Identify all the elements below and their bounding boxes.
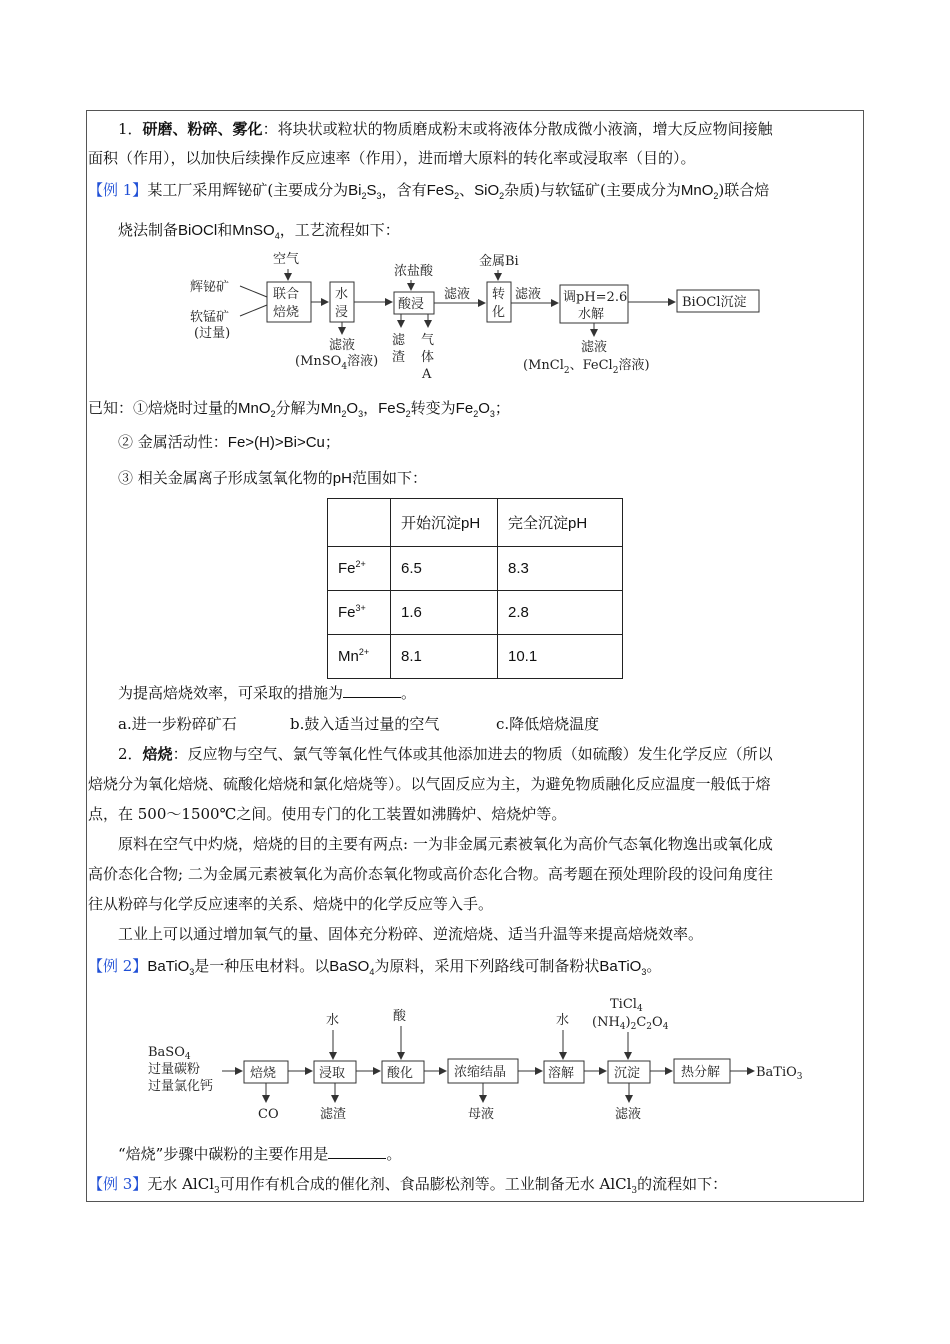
svg-text:过量氯化钙: 过量氯化钙	[148, 1079, 214, 1094]
svg-text:调pH=2.6: 调pH=2.6	[563, 290, 628, 305]
table-row: $Fe^{2+}$ 6.5 8.3	[328, 547, 623, 591]
example1-flow-diagram	[185, 245, 765, 385]
svg-text:化: 化	[492, 305, 506, 320]
header-start: 开始沉淀pH	[391, 499, 498, 547]
svg-text:酸: 酸	[393, 1009, 407, 1024]
svg-text:体: 体	[421, 350, 435, 365]
svg-text:热分解: 热分解	[681, 1065, 721, 1080]
example1-line1: 【例 1】某工厂采用辉铋矿(主要成分为$Bi_2S_3$，含有FeS$_2$、SiO$_2$杂质)与软锰矿(主要成分为MnO$_2$)联合焙	[88, 181, 770, 201]
svg-text:联合: 联合	[273, 287, 300, 302]
filtrate-mncl2: (MnCl$_2$、FeCl$_2$溶液)	[523, 358, 650, 376]
svg-text:母液: 母液	[468, 1107, 495, 1122]
svg-text:水: 水	[326, 1013, 340, 1028]
section2-para2-line2: 高价态化合物; 二为金属元素被氧化为高价态氧化物或高价态化合物。高考题在预处理阶段的设问角度往	[88, 865, 773, 883]
known-2: ② 金属活动性：Fe>(H)>Bi>Cu；	[118, 433, 340, 451]
svg-text:滤渣: 滤渣	[320, 1107, 347, 1122]
svg-text:浸: 浸	[335, 305, 349, 320]
feed-ore2: 软锰矿	[190, 310, 230, 325]
svg-text:酸化: 酸化	[387, 1066, 414, 1081]
oxalate-label: $(NH_4)_2C_2O_4$	[592, 1015, 669, 1032]
output-batio3: BaTiO$_3$	[756, 1065, 803, 1082]
svg-text:滤液: 滤液	[329, 338, 356, 353]
svg-text:CO: CO	[258, 1107, 279, 1122]
example3-tag: 【例 3】	[88, 1175, 148, 1193]
svg-text:滤液: 滤液	[515, 287, 542, 302]
example2-flow-diagram	[140, 990, 820, 1135]
svg-text:渣: 渣	[392, 350, 406, 365]
input-baso4: BaSO$_4$	[148, 1045, 191, 1062]
option-c: c.降低焙烧温度	[496, 715, 600, 733]
svg-text:焙烧: 焙烧	[250, 1066, 277, 1081]
feed-ore1: 辉铋矿	[190, 280, 230, 295]
table-row: $Mn^{2+}$ 8.1 10.1	[328, 635, 623, 679]
section2-line3: 点，在 500～1500℃之间。使用专门的化工装置如沸腾炉、焙烧炉等。	[88, 805, 567, 823]
section2-line1: 2．焙烧：反应物与空气、氯气等氧化性气体或其他添加进去的物质（如硫酸）发生化学反应（所以	[118, 745, 773, 763]
svg-text:水解: 水解	[578, 307, 605, 322]
filtrate-mnso4: (MnSO$_4$溶液)	[295, 354, 379, 372]
svg-text:滤液: 滤液	[444, 287, 471, 302]
option-a: a.进一步粉碎矿石	[118, 715, 237, 733]
svg-text:焙烧: 焙烧	[273, 305, 300, 320]
example2-line: 【例 2】BaTiO$_3$是一种压电材料。以BaSO$_4$为原料，采用下列路线可制备粉状BaTiO$_3$。	[88, 957, 662, 977]
svg-text:滤液: 滤液	[581, 340, 608, 355]
hcl-label: 浓盐酸	[394, 264, 434, 279]
svg-text:沉淀: 沉淀	[614, 1066, 641, 1081]
ticl4-label: TiCl$_4$	[610, 997, 643, 1014]
air-label: 空气	[273, 252, 300, 267]
section2-heading: 焙烧	[142, 745, 173, 763]
svg-text:浸取: 浸取	[319, 1066, 346, 1081]
svg-text:滤液: 滤液	[615, 1107, 642, 1122]
table-header-row	[328, 499, 623, 547]
answer-blank[interactable]	[343, 683, 401, 698]
table-row: $Fe^{3+}$ 1.6 2.8	[328, 591, 623, 635]
svg-text:溶解: 溶解	[548, 1066, 575, 1081]
svg-text:酸浸: 酸浸	[398, 297, 425, 312]
section2-para2-line3: 往从粉碎与化学反应速率的关系、焙烧中的化学反应等入手。	[88, 895, 494, 913]
svg-text:水: 水	[335, 287, 349, 302]
svg-text:过量碳粉: 过量碳粉	[148, 1062, 201, 1077]
section1-heading: 研磨、粉碎、雾化	[142, 120, 263, 138]
example2-tag: 【例 2】	[88, 957, 148, 975]
svg-text:气: 气	[421, 333, 435, 348]
example1-tag: 【例 1】	[88, 181, 148, 199]
ph-table	[327, 498, 623, 679]
svg-text:BiOCl沉淀: BiOCl沉淀	[682, 295, 747, 310]
svg-text:转: 转	[492, 287, 506, 302]
header-end: 完全沉淀pH	[498, 499, 623, 547]
option-b: b.鼓入适当过量的空气	[290, 715, 440, 733]
answer-blank-2[interactable]	[328, 1144, 386, 1159]
known-1: 已知：①焙烧时过量的MnO$_2$分解为$Mn_2O_3$，FeS$_2$转变为$Fe_2O_3$；	[88, 399, 510, 419]
section1-line1: 1．研磨、粉碎、雾化：将块状或粒状的物质磨成粉末或将液体分散成微小液滴，增大反应物间接触	[118, 120, 773, 138]
feed-excess: (过量)	[194, 326, 231, 341]
example3-line: 【例 3】无水 AlCl$_3$可用作有机合成的催化剂、食品膨松剂等。工业制备无水 AlCl$_3$的流程如下：	[88, 1175, 728, 1196]
metal-bi-label: 金属Bi	[479, 254, 519, 269]
svg-text:A: A	[422, 367, 432, 382]
question1: 为提高焙烧效率，可采取的措施为 。	[118, 684, 417, 702]
example1-line2: 烧法制备BiOCl和MnSO$_4$，工艺流程如下：	[118, 221, 400, 241]
question2: “焙烧”步骤中碳粉的主要作用是 。	[118, 1145, 402, 1163]
svg-text:滤: 滤	[392, 333, 406, 348]
section1-line2: 面积（作用），以加快后续操作反应速率（作用），进而增大原料的转化率或浸取率（目的）。	[88, 149, 696, 167]
section2-line2: 焙烧分为氧化焙烧、硫酸化焙烧和氯化焙烧等）。以气固反应为主，为避免物质融化反应温度一般低于熔	[88, 775, 771, 793]
svg-text:水: 水	[556, 1013, 570, 1028]
section2-para2-line1: 原料在空气中灼烧，焙烧的目的主要有两点: 一为非金属元素被氧化为高价气态氧化物逸出或氧化成	[118, 835, 773, 853]
section2-para3: 工业上可以通过增加氧气的量、固体充分粉碎、逆流焙烧、适当升温等来提高焙烧效率。	[118, 925, 704, 943]
svg-text:浓缩结晶: 浓缩结晶	[454, 1065, 507, 1080]
known-3: ③ 相关金属离子形成氢氧化物的pH范围如下：	[118, 469, 427, 487]
